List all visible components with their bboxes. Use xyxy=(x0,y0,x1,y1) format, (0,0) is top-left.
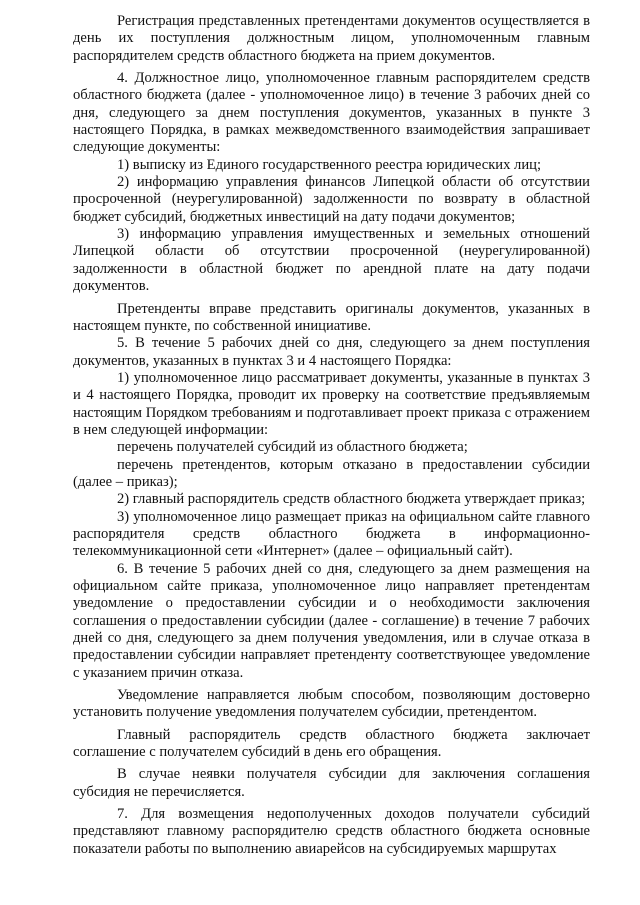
paragraph-item-4-3: 3) информацию управления имущественных и земельных отношений Липецкой области об отсутствии просроченной (неурегулированной) задолженности в областной бюджет по арендной плате на дату подачи документов. xyxy=(73,226,590,295)
paragraph-originals: Претенденты вправе представить оригиналы документов, указанных в настоящем пункте, по собственной инициативе. xyxy=(73,300,590,334)
paragraph-item-5-1: 1) уполномоченное лицо рассматривает документы, указанные в пунктах 3 и 4 настоящего Порядка, проводит их проверку на соответствие предъявляемым настоящим Порядком требованиям и подготавливает проект приказа с отражением в нем следующей информации: xyxy=(73,369,590,438)
paragraph-item-6: 6. В течение 5 рабочих дней со дня, следующего за днем размещения на официальном сайте приказа, уполномоченное лицо направляет претендентам уведомление о предоставлении субсидии и о необходимости заключения соглашения о предоставлении субсидии (далее - соглашение) в течение 7 рабочих дней со дня, следующего за днем получения уведомления, или в случае отказа в предоставлении субсидии направляет претенденту соответствующее уведомление с указанием причин отказа. xyxy=(73,560,590,681)
paragraph-notification: Уведомление направляется любым способом, позволяющим достоверно установить получение уведомления получателем субсидии, претендентом. xyxy=(73,687,590,721)
paragraph-item-5: 5. В течение 5 рабочих дней со дня, следующего за днем поступления документов, указанных в пунктах 3 и 4 настоящего Порядка: xyxy=(73,335,590,369)
paragraph-no-show: В случае неявки получателя субсидии для заключения соглашения субсидия не перечисляется. xyxy=(73,766,590,800)
paragraph-item-4: 4. Должностное лицо, уполномоченное главным распорядителем средств областного бюджета (далее - уполномоченное лицо) в течение 3 рабочих дней со дня, следующего за днем поступления документов, указанных в пункте 3 настоящего Порядка, в рамках межведомственного взаимодействия запрашивает следующие документы: xyxy=(73,70,590,156)
paragraph-item-7: 7. Для возмещения недополученных доходов получатели субсидий представляют главному распорядителю средств областного бюджета основные показатели работы по выполнению авиарейсов на субсидируемых маршрутах xyxy=(73,806,590,857)
paragraph-item-4-2: 2) информацию управления финансов Липецкой области об отсутствии просроченной (неурегулированной) задолженности по возврату в областной бюджет субсидий, бюджетных инвестиций на дату подачи документов; xyxy=(73,174,590,225)
paragraph-item-5-2: 2) главный распорядитель средств областного бюджета утверждает приказ; xyxy=(117,491,586,508)
paragraph-list-refused: перечень претендентов, которым отказано в предоставлении субсидии (далее – приказ); xyxy=(73,456,590,490)
paragraph-item-4-1: 1) выписку из Единого государственного реестра юридических лиц; xyxy=(117,156,542,173)
paragraph-agreement: Главный распорядитель средств областного бюджета заключает соглашение с получателем субсидий в день его обращения. xyxy=(73,726,590,761)
paragraph-item-5-3: 3) уполномоченное лицо размещает приказ на официальном сайте главного распорядителя средств областного бюджета в информационно-телекоммуникационной сети «Интернет» (далее – официальный сайт). xyxy=(73,508,590,560)
paragraph-registration: Регистрация представленных претендентами документов осуществляется в день их поступления должностным лицом, уполномоченным главным распорядителем средств областного бюджета на прием документов. xyxy=(73,13,590,64)
paragraph-list-recipients: перечень получателей субсидий из областного бюджета; xyxy=(117,439,468,456)
